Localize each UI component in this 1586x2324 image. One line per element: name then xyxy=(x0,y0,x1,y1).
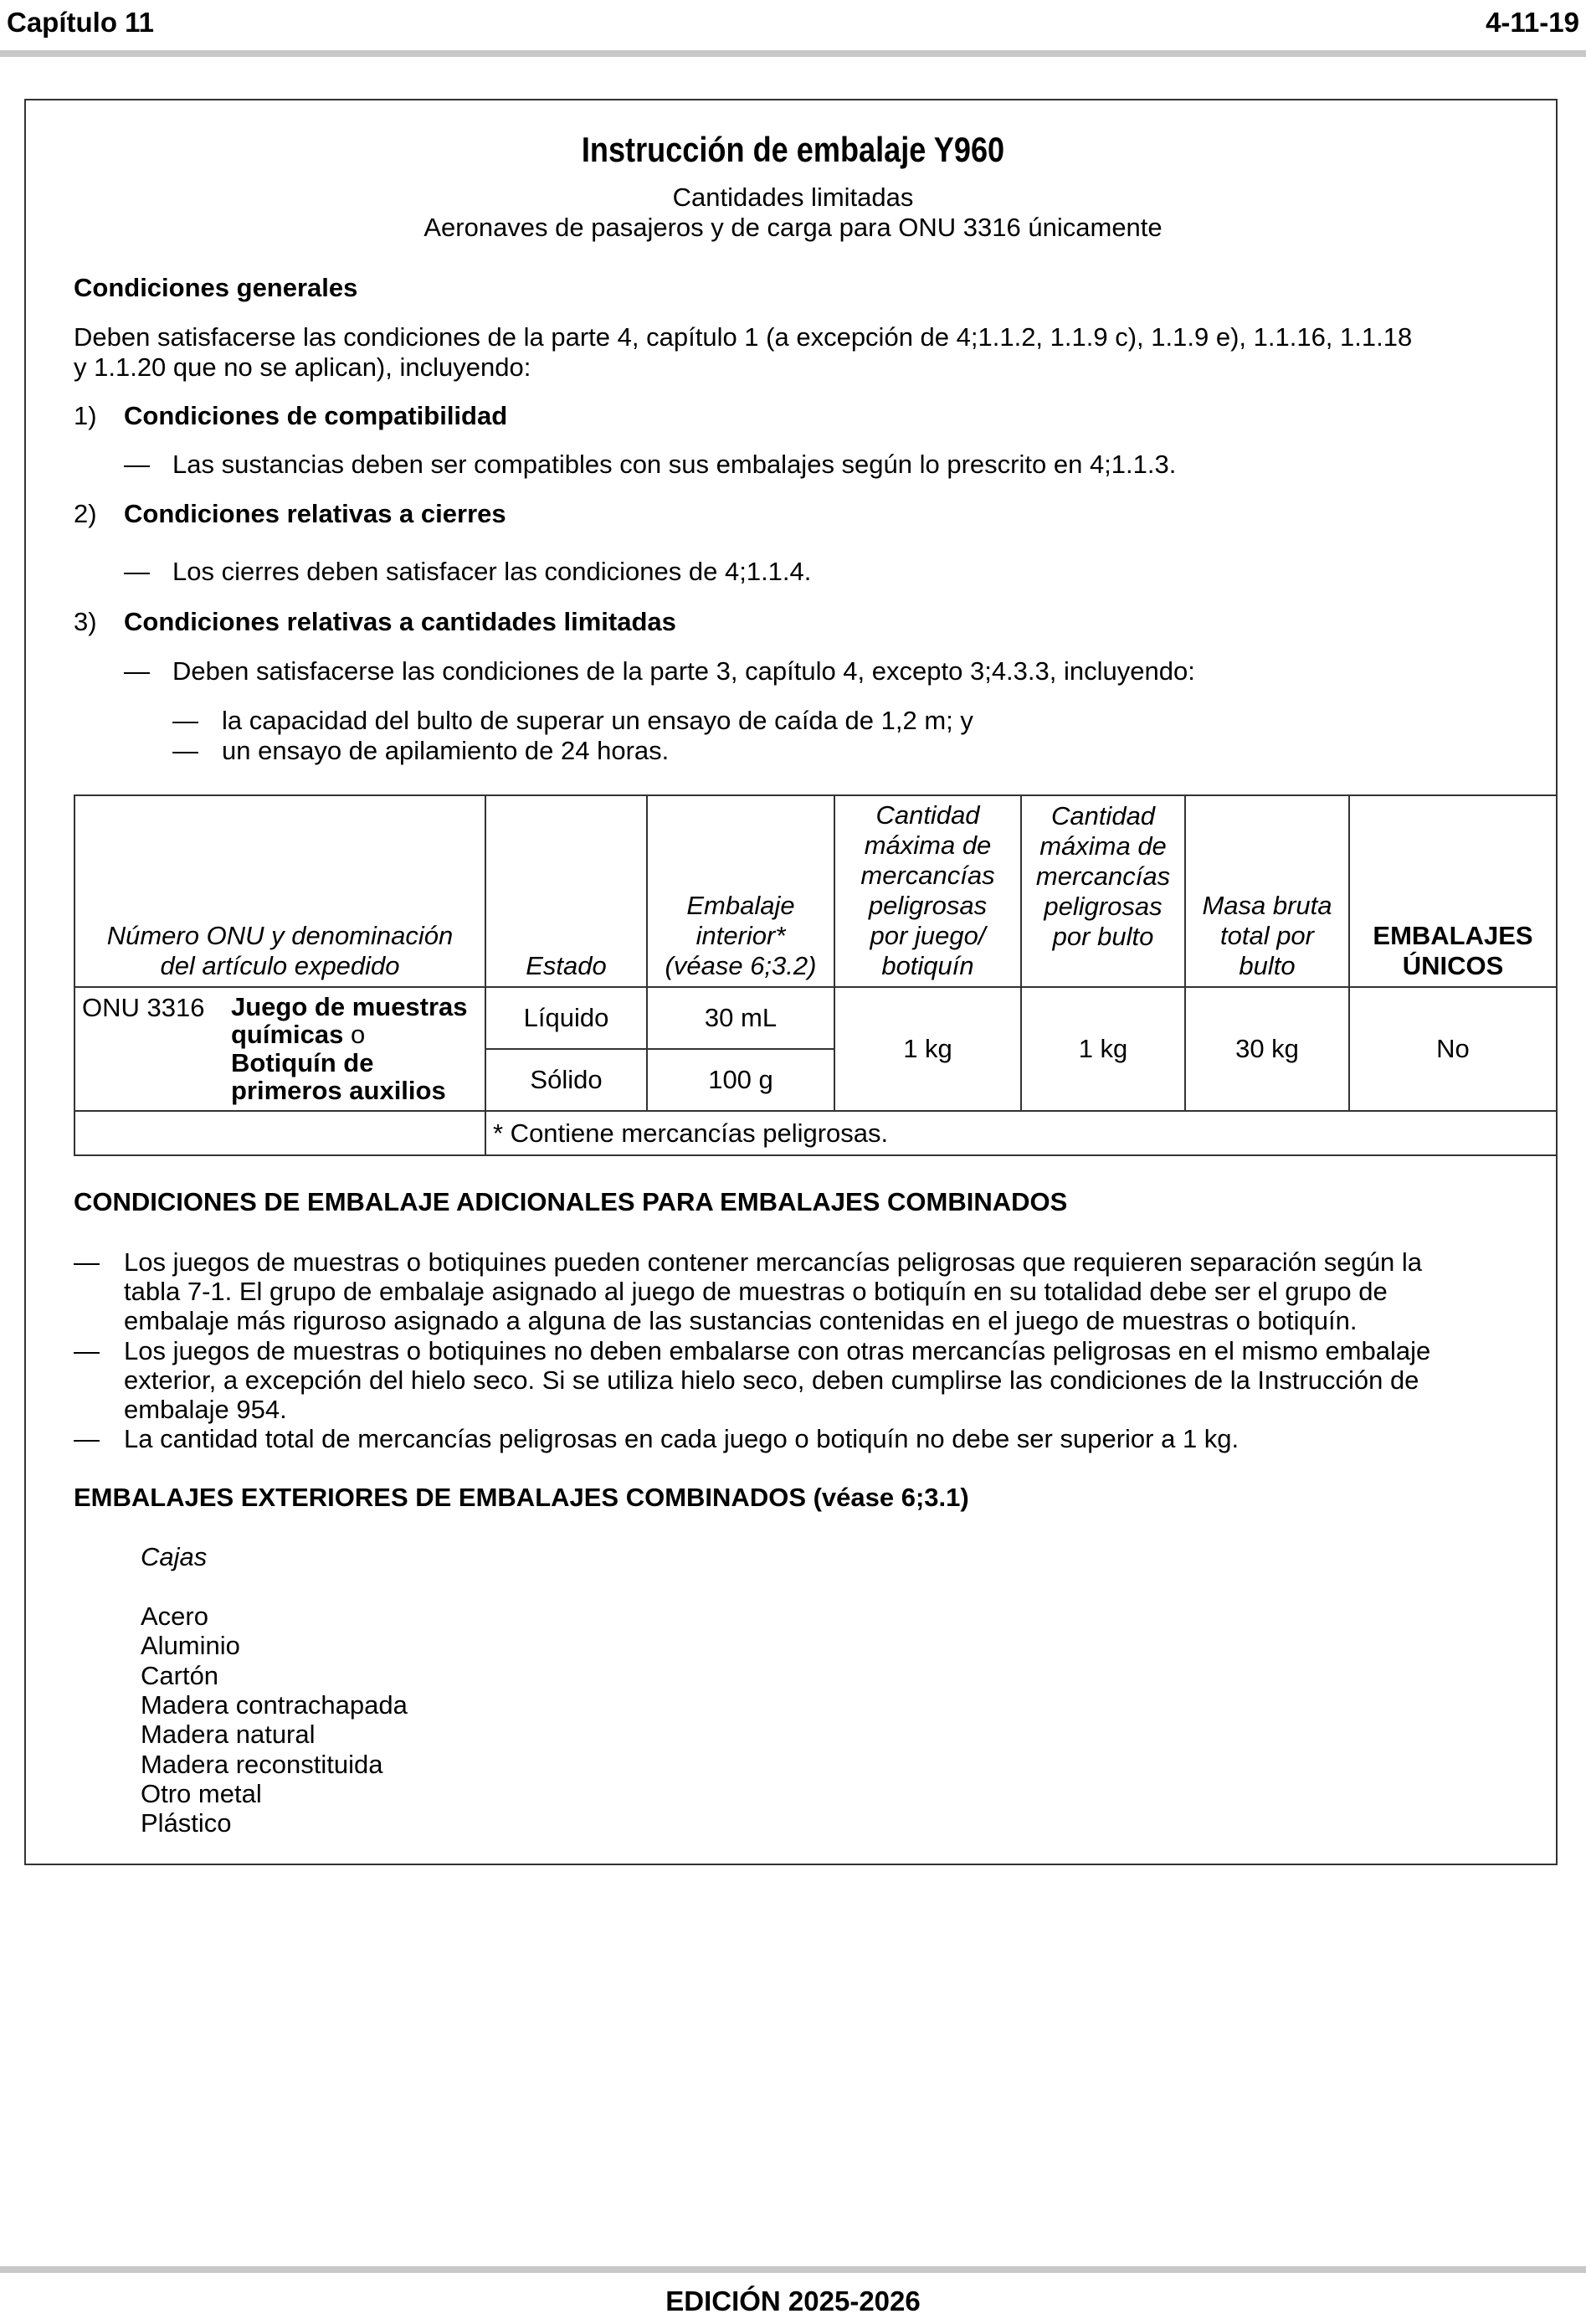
un-number: ONU 3316 xyxy=(82,993,205,1022)
general-intro-line2: y 1.1.20 que no se aplican), incluyendo: xyxy=(74,352,531,382)
subtitle-limited-quantities: Cantidades limitadas xyxy=(672,183,914,212)
drop-test-text: la capacidad del bulto de superar un ensayo de caída de 1,2 m; y xyxy=(222,706,973,735)
state-solid: Sólido xyxy=(485,1049,647,1111)
dash: — xyxy=(74,1247,100,1277)
combined-item-3: La cantidad total de mercancías peligrosas en cada juego o botiquín no debe ser superior a 1 kg. xyxy=(124,1424,1240,1453)
material-item: Acero xyxy=(141,1602,208,1631)
material-item: Madera reconstituida xyxy=(141,1750,383,1779)
material-item: Cartón xyxy=(141,1661,219,1690)
header-max-per-kit: Cantidad máxima de mercancías peligrosas por juego/ botiquín xyxy=(834,795,1021,987)
combined-item-2-line1: Los juegos de muestras o botiquines no deben embalarse con otras mercancías peligrosas en el mismo embalaje xyxy=(124,1336,1431,1365)
item-number: 2) xyxy=(74,499,97,528)
page-title: Instrucción de embalaje Y960 xyxy=(581,130,1005,169)
combined-item-1-line3: embalaje más riguroso asignado a alguna de las sustancias contenidas en el juego de muestras o botiquín. xyxy=(124,1306,1358,1335)
subtitle-aircraft: Aeronaves de pasajeros y de carga para ONU 3316 únicamente xyxy=(423,213,1163,242)
gross-mass-value: 30 kg xyxy=(1185,987,1349,1111)
un-item-cell xyxy=(74,987,485,1111)
dash: — xyxy=(124,656,150,686)
item-number: 1) xyxy=(74,401,97,430)
limited-quantities-heading: Condiciones relativas a cantidades limitadas xyxy=(124,607,676,636)
compatibility-heading: Condiciones de compatibilidad xyxy=(124,401,508,430)
dash: — xyxy=(74,1424,100,1453)
closures-text: Los cierres deben satisfacer las condiciones de 4;1.1.4. xyxy=(172,557,812,586)
item-name-sample-kit: Juego de muestras químicas xyxy=(231,992,468,1050)
chapter-label: Capítulo 11 xyxy=(7,7,155,38)
packaging-table xyxy=(74,794,1558,1156)
dash: — xyxy=(74,1336,100,1365)
header-inner-packaging: Embalaje interior* (véase 6;3.2) xyxy=(647,795,834,987)
dash: — xyxy=(124,557,150,586)
header-gross-mass: Masa bruta total por bulto xyxy=(1185,795,1349,987)
header-rule xyxy=(0,50,1586,57)
table-footnote: * Contiene mercancías peligrosas. xyxy=(485,1111,1557,1155)
combined-item-1-line1: Los juegos de muestras o botiquines pueden contener mercancías peligrosas que requieren separación según la xyxy=(124,1247,1422,1277)
general-intro-line1: Deben satisfacerse las condiciones de la parte 4, capítulo 1 (a excepción de 4;1.1.2, 1.1.9 c), 1.1.9 e), 1.1.16, 1.1.18 xyxy=(74,322,1413,352)
inner-liquid: 30 mL xyxy=(647,987,834,1049)
inner-solid: 100 g xyxy=(647,1049,834,1111)
dash: — xyxy=(124,450,150,479)
compatibility-text: Las sustancias deben ser compatibles con sus embalajes según lo prescrito en 4;1.1.3. xyxy=(172,450,1177,479)
dash: — xyxy=(172,736,198,765)
item-name-or: o xyxy=(343,1020,366,1050)
outer-packagings-heading: EMBALAJES EXTERIORES DE EMBALAJES COMBINADOS (véase 6;3.1) xyxy=(74,1483,969,1512)
combined-item-2-line3: embalaje 954. xyxy=(124,1395,287,1424)
material-item: Aluminio xyxy=(141,1631,240,1660)
general-conditions-heading: Condiciones generales xyxy=(74,273,358,302)
header-un-name: Número ONU y denominación del artículo expedido xyxy=(74,795,485,987)
material-item: Otro metal xyxy=(141,1779,262,1808)
combined-conditions-heading: CONDICIONES DE EMBALAJE ADICIONALES PARA EMBALAJES COMBINADOS xyxy=(74,1187,1068,1216)
combined-item-2-line2: exterior, a excepción del hielo seco. Si se utiliza hielo seco, deben cumplirse las condiciones de la Instrucción de xyxy=(124,1365,1419,1395)
header-state: Estado xyxy=(485,795,647,987)
dash: — xyxy=(172,706,198,735)
edition-label: EDICIÓN 2025-2026 xyxy=(665,2285,921,2316)
single-packagings-value: No xyxy=(1349,987,1557,1111)
max-per-package-value: 1 kg xyxy=(1021,987,1185,1111)
item-name xyxy=(231,993,478,1105)
max-per-kit-value: 1 kg xyxy=(834,987,1021,1111)
closures-heading: Condiciones relativas a cierres xyxy=(124,499,506,528)
header-max-per-package: Cantidad máxima de mercancías peligrosas por bulto xyxy=(1021,795,1185,987)
combined-item-1-line2: tabla 7-1. El grupo de embalaje asignado al juego de muestras o botiquín en su totalidad debe ser el grupo de xyxy=(124,1277,1388,1306)
material-item: Madera natural xyxy=(141,1720,316,1749)
header-single-packagings: EMBALAJES ÚNICOS xyxy=(1349,795,1557,987)
material-item: Plástico xyxy=(141,1808,232,1838)
item-number: 3) xyxy=(74,607,97,636)
state-liquid: Líquido xyxy=(485,987,647,1049)
stacking-test-text: un ensayo de apilamiento de 24 horas. xyxy=(222,736,670,765)
outer-category: Cajas xyxy=(141,1542,208,1571)
footer-rule xyxy=(0,2266,1586,2273)
page-number: 4-11-19 xyxy=(1486,7,1579,38)
item-name-first-aid-kit: Botiquín de primeros auxilios xyxy=(231,1047,446,1106)
material-item: Madera contrachapada xyxy=(141,1690,408,1720)
limited-quantities-text: Deben satisfacerse las condiciones de la parte 3, capítulo 4, excepto 3;4.3.3, incluyendo: xyxy=(172,656,1195,686)
